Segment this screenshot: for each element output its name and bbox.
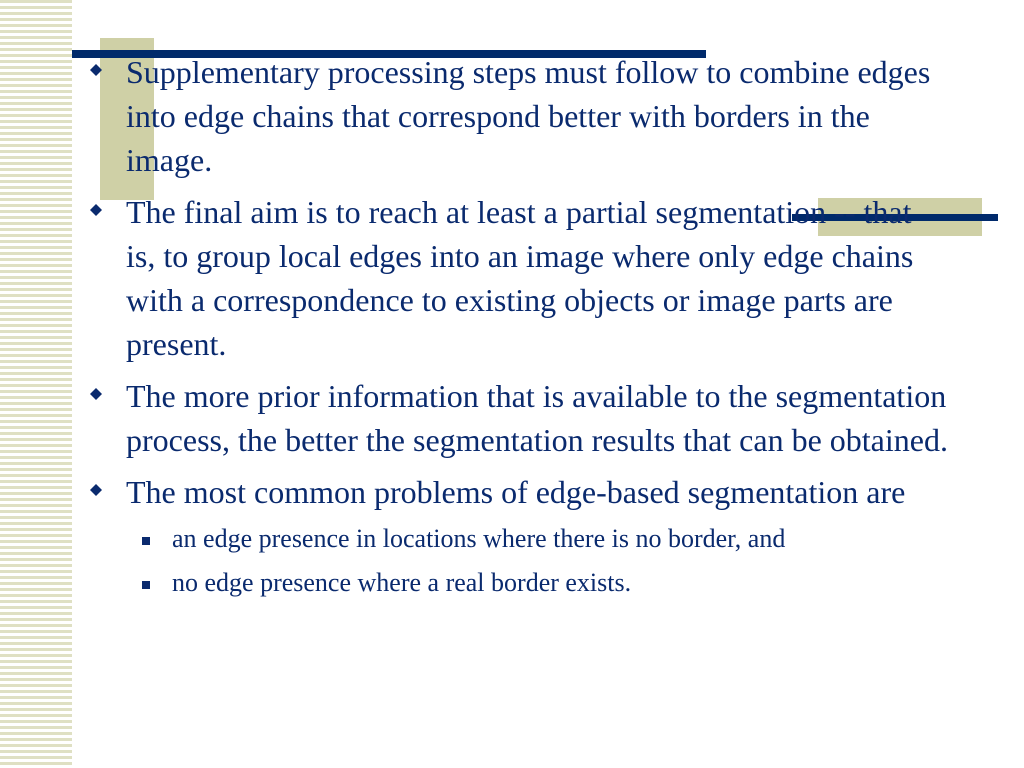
diamond-bullet-icon xyxy=(90,204,102,216)
diamond-bullet-icon xyxy=(90,484,102,496)
bullet-item xyxy=(88,50,948,182)
bullet-item xyxy=(88,470,948,600)
sub-bullet-item xyxy=(126,522,948,556)
sub-bullet-item xyxy=(126,566,948,600)
square-bullet-icon xyxy=(142,581,150,589)
sub-bullet-text: no edge presence where a real border exists. xyxy=(172,568,632,597)
slide-content xyxy=(88,50,948,610)
left-stripe-decoration xyxy=(0,0,72,768)
bullet-item xyxy=(88,190,948,366)
diamond-bullet-icon xyxy=(90,388,102,400)
bullet-list xyxy=(88,50,948,600)
bullet-text: The most common problems of edge-based segmentation are xyxy=(126,474,906,510)
bullet-text: The final aim is to reach at least a partial segmentation -- that is, to group local edges into an image where only edge chains with a correspondence to existing objects or image parts are present. xyxy=(126,194,914,362)
diamond-bullet-icon xyxy=(90,64,102,76)
sub-bullet-list xyxy=(126,522,948,600)
sub-bullet-text: an edge presence in locations where there is no border, and xyxy=(172,524,786,553)
bullet-text: The more prior information that is available to the segmentation process, the better the segmentation results that can be obtained. xyxy=(126,378,948,458)
square-bullet-icon xyxy=(142,537,150,545)
bullet-item xyxy=(88,374,948,462)
bullet-text: Supplementary processing steps must follow to combine edges into edge chains that correspond better with borders in the image. xyxy=(126,54,931,178)
